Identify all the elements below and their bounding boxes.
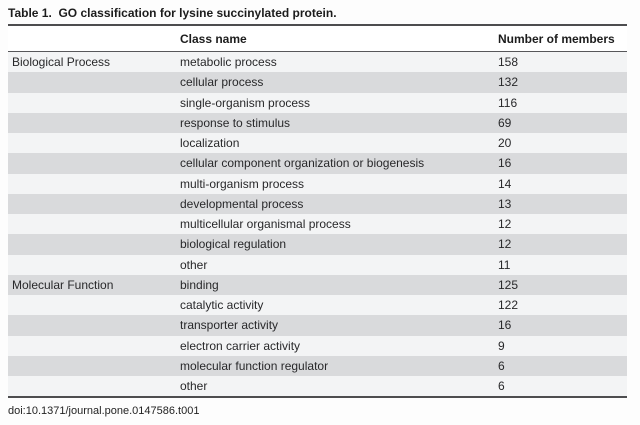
table-row [8, 72, 627, 92]
members-count-cell: 116 [498, 95, 518, 110]
class-name-cell: transporter activity [180, 318, 279, 333]
table-row [8, 113, 627, 133]
go-classification-table [8, 24, 627, 398]
class-name-cell: molecular function regulator [180, 358, 329, 373]
class-name-cell: catalytic activity [180, 298, 264, 313]
class-name-cell: other [180, 257, 208, 272]
table-row [8, 255, 627, 275]
table-row [8, 315, 627, 335]
table-row [8, 275, 627, 295]
members-count-cell: 14 [498, 176, 512, 191]
members-count-cell: 16 [498, 156, 512, 171]
category-cell: Molecular Function [12, 277, 114, 292]
class-name-cell: metabolic process [180, 55, 277, 70]
class-name-cell: cellular process [180, 75, 264, 90]
table-row [8, 194, 627, 214]
doi-text: doi:10.1371/journal.pone.0147586.t001 [8, 405, 200, 418]
members-count-cell: 125 [498, 277, 519, 292]
table-row [8, 376, 627, 396]
members-count-cell: 69 [498, 115, 512, 130]
members-count-cell: 122 [498, 298, 519, 313]
category-cell: Biological Process [12, 55, 111, 70]
class-name-cell: biological regulation [180, 237, 287, 252]
table-row [8, 133, 627, 153]
class-name-cell: localization [180, 136, 240, 151]
class-name-cell: binding [180, 277, 219, 292]
members-count-cell: 12 [498, 237, 512, 252]
table-header-row [8, 26, 627, 52]
members-count-cell: 6 [498, 358, 505, 373]
class-name-cell: single-organism process [180, 95, 311, 110]
class-name-cell: response to stimulus [180, 115, 291, 130]
class-name-cell: electron carrier activity [180, 338, 301, 353]
members-count-cell: 158 [498, 55, 519, 70]
table-row [8, 214, 627, 234]
table-title: Table 1. GO classification for lysine succinylated protein. [8, 6, 337, 20]
table-row [8, 336, 627, 356]
members-count-cell: 13 [498, 196, 512, 211]
class-name-cell: other [180, 379, 208, 394]
table-body [8, 52, 627, 396]
table-row [8, 93, 627, 113]
table-row [8, 356, 627, 376]
column-header-number-of-members: Number of members [498, 31, 615, 46]
table-row [8, 174, 627, 194]
members-count-cell: 11 [498, 257, 511, 272]
table-row [8, 153, 627, 173]
table-row [8, 295, 627, 315]
table-row [8, 234, 627, 254]
class-name-cell: multicellular organismal process [180, 217, 351, 232]
column-header-class-name: Class name [180, 31, 247, 46]
class-name-cell: multi-organism process [180, 176, 305, 191]
class-name-cell: cellular component organization or biogenesis [180, 156, 425, 171]
members-count-cell: 9 [498, 338, 505, 353]
members-count-cell: 6 [498, 379, 505, 394]
members-count-cell: 132 [498, 75, 519, 90]
table-row [8, 52, 627, 72]
members-count-cell: 20 [498, 136, 512, 151]
members-count-cell: 12 [498, 217, 512, 232]
class-name-cell: developmental process [180, 196, 304, 211]
members-count-cell: 16 [498, 318, 512, 333]
